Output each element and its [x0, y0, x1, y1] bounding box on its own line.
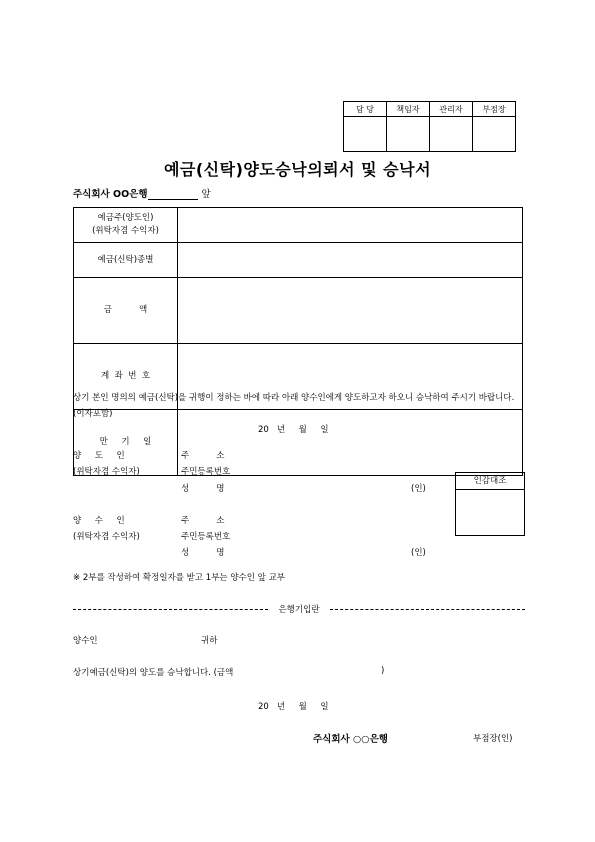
- info-label-line1: 금 액: [103, 305, 148, 315]
- approval-cell-manager[interactable]: [430, 117, 473, 152]
- assignor-address-label: 주 소: [181, 451, 225, 461]
- info-row-amount: [74, 278, 523, 344]
- addressee-branch-blank[interactable]: [148, 189, 198, 200]
- addressee-bank: 주식회사 OO은행: [73, 189, 148, 200]
- info-label-line1: 계 좌 번 호: [100, 371, 151, 381]
- bank-sign-name: 주식회사 ○○은행: [313, 734, 388, 745]
- separator-label: 은행기입란: [278, 605, 320, 615]
- assignor-role-sub: (위탁자겸 수익자): [73, 467, 140, 477]
- approval-cell-responsible[interactable]: [387, 117, 430, 152]
- info-value-amount[interactable]: [178, 278, 523, 344]
- assignee-id-label: 주민등록번호: [181, 532, 231, 542]
- info-row-type: [74, 243, 523, 278]
- approval-table: [343, 101, 516, 152]
- recipient-suffix: 귀하: [201, 636, 218, 646]
- assignee-name-label: 성 명: [181, 548, 225, 558]
- info-label-line1: 예금(신탁)종별: [97, 254, 154, 265]
- seal-compare-label: 인감대조: [456, 473, 524, 490]
- assignee-address-label: 주 소: [181, 516, 225, 526]
- recipient-label: 양수인: [73, 636, 98, 646]
- assignor-role: 양 도 인: [73, 451, 125, 461]
- approval-statement: 상기예금(신탁)의 양도를 승낙합니다. (금액: [73, 668, 234, 678]
- approval-header-staff: 담 당: [344, 102, 387, 117]
- approval-statement-close: ): [381, 666, 385, 676]
- approval-cell-branch-head[interactable]: [473, 117, 516, 152]
- bank-section-separator: [73, 603, 525, 615]
- addressee: [73, 186, 211, 200]
- addressee-suffix: 앞: [201, 189, 211, 200]
- info-value-depositor[interactable]: [178, 208, 523, 243]
- assignor-seal: (인): [411, 484, 426, 494]
- assignee-seal: (인): [411, 548, 426, 558]
- separator-line-left: [73, 609, 268, 610]
- separator-line-right: [330, 609, 525, 610]
- approval-header-branch-head: 부점장: [473, 102, 516, 117]
- info-label-line1: 만 기 일: [99, 437, 152, 447]
- approval-cell-staff[interactable]: [344, 117, 387, 152]
- info-value-type[interactable]: [178, 243, 523, 278]
- request-notice: 상기 본인 명의의 예금(신탁)을 귀행이 정하는 바에 따라 아래 양수인에게 양도하고자 하오니 승낙하여 주시기 바랍니다. (이자포함): [73, 393, 515, 419]
- footnote: ※ 2부를 작성하여 확정일자를 받고 1부는 양수인 앞 교부: [73, 573, 285, 583]
- approval-header-manager: 관리자: [430, 102, 473, 117]
- assignor-name-label: 성 명: [181, 484, 225, 494]
- seal-compare-box[interactable]: [455, 472, 525, 536]
- info-label-depositor: [74, 208, 178, 243]
- approval-date[interactable]: 20 년 월 일: [258, 702, 329, 712]
- approval-header-responsible: 책임자: [387, 102, 430, 117]
- info-label-type: [74, 243, 178, 278]
- info-label-line1: 예금주(양도인): [97, 213, 154, 223]
- info-label-amount: [74, 278, 178, 344]
- assignee-role-sub: (위탁자겸 수익자): [73, 532, 140, 542]
- bank-sign-manager: 부점장(인): [473, 734, 513, 744]
- info-label-line2: (위탁자겸 수익자): [92, 226, 159, 236]
- assignor-id-label: 주민등록번호: [181, 467, 231, 477]
- request-date[interactable]: 20 년 월 일: [258, 425, 329, 435]
- assignee-role: 양 수 인: [73, 516, 125, 526]
- deposit-info-table: [73, 207, 523, 476]
- info-row-depositor: [74, 208, 523, 243]
- document-title: 예금(신탁)양도승낙의뢰서 및 승낙서: [163, 160, 432, 179]
